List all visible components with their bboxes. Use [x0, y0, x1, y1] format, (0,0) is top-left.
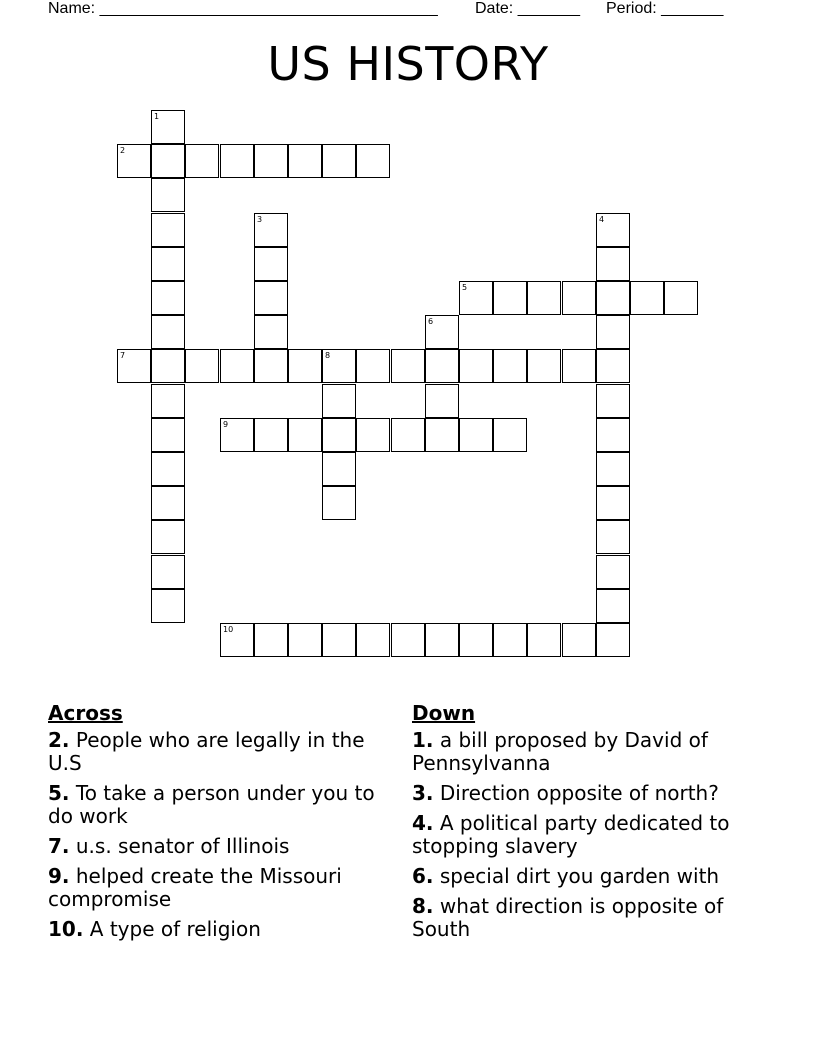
clue-down-3 [412, 782, 752, 805]
clue-number-label: 8 [325, 351, 331, 360]
grid-cell[interactable] [630, 281, 664, 315]
grid-cell[interactable] [117, 349, 151, 383]
clue-text: People who are legally in the U.S [48, 728, 365, 775]
across-heading: Across [48, 701, 123, 725]
grid-cell[interactable] [562, 349, 596, 383]
grid-cell[interactable] [459, 623, 493, 657]
grid-cell[interactable] [151, 178, 185, 212]
grid-cell[interactable] [391, 418, 425, 452]
grid-cell[interactable] [596, 555, 630, 589]
grid-cell[interactable] [391, 349, 425, 383]
grid-cell[interactable] [288, 349, 322, 383]
grid-cell[interactable] [596, 452, 630, 486]
grid-cell[interactable] [356, 623, 390, 657]
clue-number-label: 4 [599, 215, 605, 224]
grid-cell[interactable] [254, 144, 288, 178]
clue-text: Direction opposite of north? [439, 781, 719, 805]
grid-cell[interactable] [459, 418, 493, 452]
grid-cell[interactable] [596, 520, 630, 554]
grid-cell[interactable] [322, 418, 356, 452]
clue-number-label: 2 [120, 146, 126, 155]
grid-cell[interactable] [220, 418, 254, 452]
date-field[interactable]: Date: _______ [475, 0, 580, 17]
grid-cell[interactable] [664, 281, 698, 315]
grid-cell[interactable] [322, 486, 356, 520]
clue-number: 2. [48, 728, 70, 752]
clue-number: 10. [48, 917, 84, 941]
clue-number-label: 9 [223, 420, 229, 429]
clue-number: 9. [48, 864, 70, 888]
clue-text: To take a person under you to do work [48, 781, 375, 828]
grid-cell[interactable] [527, 281, 561, 315]
clue-across-7 [48, 835, 388, 858]
grid-cell[interactable] [596, 281, 630, 315]
grid-cell[interactable] [391, 623, 425, 657]
grid-cell[interactable] [151, 520, 185, 554]
grid-cell[interactable] [425, 315, 459, 349]
clue-down-6 [412, 865, 752, 888]
grid-cell[interactable] [596, 349, 630, 383]
grid-cell[interactable] [254, 349, 288, 383]
clue-number: 7. [48, 834, 70, 858]
grid-cell[interactable] [185, 144, 219, 178]
grid-cell[interactable] [322, 623, 356, 657]
grid-cell[interactable] [562, 281, 596, 315]
grid-cell[interactable] [527, 349, 561, 383]
grid-cell[interactable] [151, 213, 185, 247]
clue-down-8 [412, 895, 752, 941]
grid-cell[interactable] [254, 623, 288, 657]
clue-across-2 [48, 729, 388, 775]
grid-cell[interactable] [425, 349, 459, 383]
grid-cell[interactable] [425, 623, 459, 657]
grid-cell[interactable] [151, 110, 185, 144]
clue-number: 8. [412, 894, 434, 918]
clue-number-label: 5 [462, 283, 468, 292]
grid-cell[interactable] [596, 418, 630, 452]
clue-text: special dirt you garden with [439, 864, 720, 888]
grid-cell[interactable] [254, 247, 288, 281]
clue-number: 6. [412, 864, 434, 888]
grid-cell[interactable] [356, 418, 390, 452]
grid-cell[interactable] [459, 281, 493, 315]
grid-cell[interactable] [596, 623, 630, 657]
name-field[interactable]: Name: ______________________________________ [48, 0, 438, 17]
grid-cell[interactable] [254, 213, 288, 247]
clue-text: A political party dedicated to stopping slavery [412, 811, 730, 858]
across-clues [48, 702, 388, 948]
grid-cell[interactable] [151, 144, 185, 178]
grid-cell[interactable] [596, 486, 630, 520]
grid-cell[interactable] [322, 384, 356, 418]
clue-down-1 [412, 729, 752, 775]
grid-cell[interactable] [151, 418, 185, 452]
clue-number-label: 6 [428, 317, 434, 326]
grid-cell[interactable] [151, 452, 185, 486]
down-clues [412, 702, 752, 948]
grid-cell[interactable] [151, 349, 185, 383]
grid-cell[interactable] [425, 418, 459, 452]
grid-cell[interactable] [220, 144, 254, 178]
grid-cell[interactable] [322, 144, 356, 178]
clue-number: 5. [48, 781, 70, 805]
grid-cell[interactable] [151, 486, 185, 520]
grid-cell[interactable] [254, 418, 288, 452]
clue-text: helped create the Missouri compromise [48, 864, 342, 911]
grid-cell[interactable] [493, 281, 527, 315]
grid-cell[interactable] [117, 144, 151, 178]
clue-across-9 [48, 865, 388, 911]
grid-cell[interactable] [425, 384, 459, 418]
grid-cell[interactable] [151, 589, 185, 623]
grid-cell[interactable] [562, 623, 596, 657]
grid-cell[interactable] [220, 623, 254, 657]
grid-cell[interactable] [596, 213, 630, 247]
grid-cell[interactable] [288, 144, 322, 178]
clue-number: 1. [412, 728, 434, 752]
clue-number-label: 1 [154, 112, 160, 121]
grid-cell[interactable] [185, 349, 219, 383]
grid-cell[interactable] [493, 418, 527, 452]
grid-cell[interactable] [459, 349, 493, 383]
grid-cell[interactable] [151, 315, 185, 349]
clue-number-label: 10 [223, 625, 234, 634]
clue-text: u.s. senator of Illinois [75, 834, 290, 858]
clue-across-10 [48, 918, 388, 941]
grid-cell[interactable] [151, 281, 185, 315]
grid-cell[interactable] [493, 623, 527, 657]
clue-number: 3. [412, 781, 434, 805]
grid-cell[interactable] [596, 247, 630, 281]
grid-cell[interactable] [596, 384, 630, 418]
grid-cell[interactable] [254, 315, 288, 349]
grid-cell[interactable] [220, 349, 254, 383]
grid-cell[interactable] [356, 349, 390, 383]
clue-down-4 [412, 812, 752, 858]
clue-across-5 [48, 782, 388, 828]
student-info-line [48, 0, 768, 18]
grid-cell[interactable] [356, 144, 390, 178]
grid-cell[interactable] [596, 315, 630, 349]
clue-text: a bill proposed by David of Pennsylvanna [412, 728, 708, 775]
grid-cell[interactable] [288, 623, 322, 657]
clue-text: A type of religion [89, 917, 261, 941]
clue-number: 4. [412, 811, 434, 835]
grid-cell[interactable] [322, 452, 356, 486]
grid-cell[interactable] [322, 349, 356, 383]
grid-cell[interactable] [527, 623, 561, 657]
clue-text: what direction is opposite of South [412, 894, 724, 941]
grid-cell[interactable] [151, 384, 185, 418]
clue-number-label: 3 [257, 215, 263, 224]
grid-cell[interactable] [596, 589, 630, 623]
clue-number-label: 7 [120, 351, 126, 360]
grid-cell[interactable] [151, 247, 185, 281]
period-field[interactable]: Period: _______ [606, 0, 724, 17]
puzzle-title: US HISTORY [267, 37, 549, 91]
grid-cell[interactable] [493, 349, 527, 383]
grid-cell[interactable] [254, 281, 288, 315]
grid-cell[interactable] [151, 555, 185, 589]
down-heading: Down [412, 701, 476, 725]
grid-cell[interactable] [288, 418, 322, 452]
